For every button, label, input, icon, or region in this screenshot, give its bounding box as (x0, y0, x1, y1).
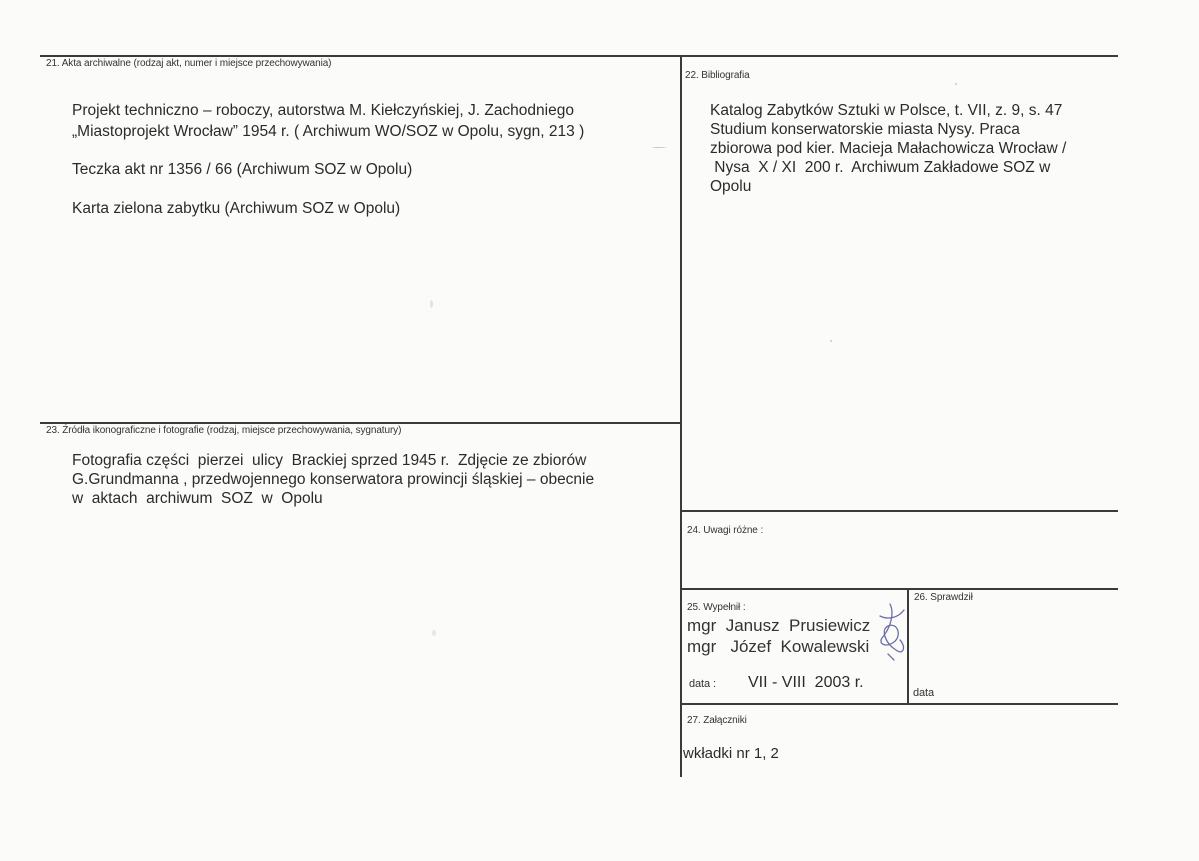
rule-25-27 (680, 703, 1118, 705)
iconographic-line-2: G.Grundmanna , przedwojennego konserwatora prowincji śląskiej – obecnie (72, 471, 595, 488)
iconographic-line-3: w aktach archiwum SOZ w Opolu (72, 490, 323, 507)
section-22-label: 22. Bibliografia (685, 70, 750, 81)
iconographic-line-1: Fotografia części pierzei ulicy Brackiej sprzed 1945 r. Zdjęcie ze zbiorów (72, 452, 587, 469)
section-23-label: 23. Źródła ikonograficzne i fotografie (rodzaj, miejsce przechowywania, sygnatury) (46, 425, 402, 436)
section-24-label: 24. Uwagi różne : (687, 525, 764, 536)
checked-date-label: data (913, 687, 935, 699)
filled-date-label: data : (689, 678, 716, 690)
scan-speck (432, 630, 436, 636)
center-divider (680, 55, 682, 777)
attachments-value: wkładki nr 1, 2 (683, 745, 779, 762)
archival-record-line-4: Karta zielona zabytku (Archiwum SOZ w Opolu) (72, 200, 401, 217)
scan-speck (955, 83, 957, 85)
rule-21-23 (40, 422, 681, 424)
signature-mark (868, 598, 918, 666)
scan-speck (430, 300, 433, 308)
bibliography-line-1: Katalog Zabytków Sztuki w Polsce, t. VII, z. 9, s. 47 (710, 102, 1063, 119)
archival-record-line-2: „Miastoprojekt Wrocław” 1954 r. ( Archiwum WO/SOZ w Opolu, sygn, 213 ) (72, 123, 585, 140)
rule-22-24 (680, 510, 1118, 512)
scan-speck (830, 340, 832, 342)
filled-date-value: VII - VIII 2003 r. (748, 674, 864, 691)
archival-record-line-1: Projekt techniczno – roboczy, autorstwa M. Kiełczyńskiej, J. Zachodniego (72, 102, 574, 119)
top-rule (40, 55, 1118, 57)
section-26-label: 26. Sprawdził (914, 592, 973, 603)
section-25-label: 25. Wypełnił : (687, 602, 746, 613)
rule-24-25 (680, 588, 1118, 590)
section-27-label: 27. Załączniki (687, 715, 747, 726)
bibliography-line-5: Opolu (710, 178, 752, 195)
bibliography-line-2: Studium konserwatorskie miasta Nysy. Praca (710, 121, 1020, 138)
section-21-label: 21. Akta archiwalne (rodzaj akt, numer i miejsce przechowywania) (46, 58, 332, 69)
filled-by-line-1: mgr Janusz Prusiewicz (687, 616, 871, 635)
bibliography-line-3: zbiorowa pod kier. Macieja Małachowicza Wrocław / (710, 140, 1067, 157)
scan-speck (652, 147, 666, 148)
bibliography-line-4: Nysa X / XI 200 r. Archiwum Zakładowe SOZ w (710, 159, 1051, 176)
filled-by-line-2: mgr Józef Kowalewski (687, 637, 870, 656)
archival-record-line-3: Teczka akt nr 1356 / 66 (Archiwum SOZ w Opolu) (72, 161, 413, 178)
